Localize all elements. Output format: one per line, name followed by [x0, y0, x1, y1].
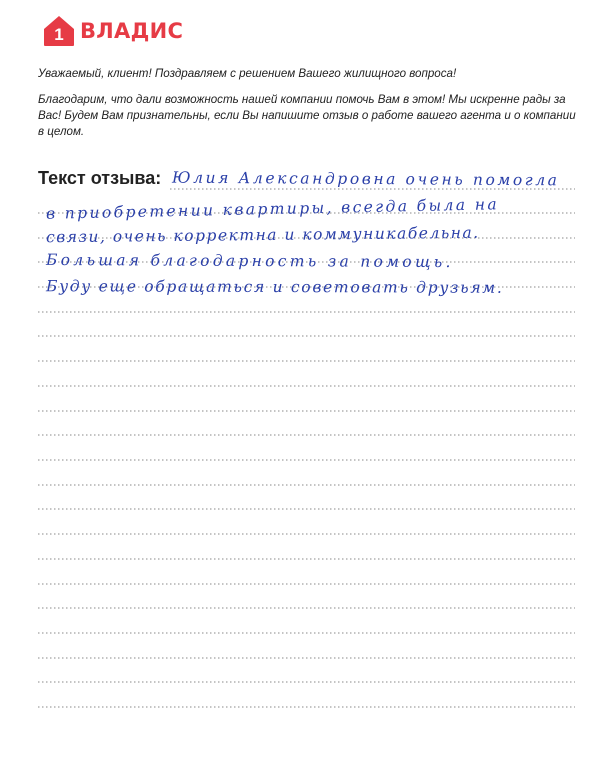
thanks-text: Благодарим, что дали возможность нашей компании помочь Вам в этом! Мы искренне рады за Вас! Будем Вам признательны, если Вы напишите отзыв о работе вашего агента и о компании в целом.	[38, 93, 576, 138]
review-line: в приобретении квартиры, всегда была на	[45, 195, 500, 223]
brand-name: ВЛАДИС	[80, 19, 184, 43]
review-line: Юлия Александровна очень помогла	[171, 168, 560, 190]
review-line: Большая благодарность за помощь.	[45, 250, 454, 272]
review-line: Буду еще обращаться и советовать друзьям.	[45, 277, 504, 297]
review-label: Текст отзыва:	[38, 168, 162, 188]
logo-digit: 1	[54, 25, 64, 44]
greeting-text: Уважаемый, клиент! Поздравляем с решением Вашего жилищного вопроса!	[38, 67, 457, 80]
review-line: связи, очень корректна и коммуникабельна.	[45, 223, 480, 247]
